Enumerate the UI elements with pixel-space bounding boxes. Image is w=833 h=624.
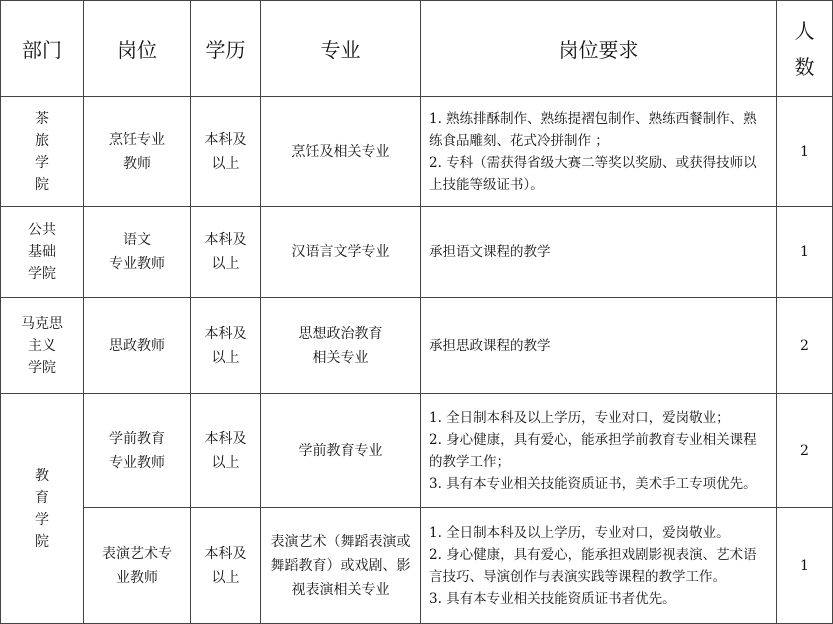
- major-cell: 烹饪及相关专业: [261, 97, 421, 207]
- position-cell: 烹饪专业 教师: [84, 97, 191, 207]
- dept-cell: 公共 基础 学院: [1, 207, 84, 298]
- header-major: 专业: [261, 1, 421, 97]
- education-cell: 本科及 以上: [191, 508, 261, 624]
- education-cell: 本科及 以上: [191, 207, 261, 298]
- header-dept: 部门: [1, 1, 84, 97]
- header-count-line1: 人: [794, 18, 815, 43]
- header-requirements: 岗位要求: [421, 1, 777, 97]
- count-cell: 1: [777, 508, 833, 624]
- dept-cell: 教 育 学 院: [1, 394, 84, 624]
- position-cell: 学前教育 专业教师: [84, 394, 191, 508]
- major-cell: 学前教育专业: [261, 394, 421, 508]
- header-row: [1, 1, 833, 97]
- header-count-line2: 数: [794, 54, 815, 79]
- requirements-cell: 承担思政课程的教学: [421, 298, 777, 394]
- count-cell: 1: [777, 97, 833, 207]
- dept-cell: 茶 旅 学 院: [1, 97, 84, 207]
- requirements-cell: 承担语文课程的教学: [421, 207, 777, 298]
- major-cell: 表演艺术（舞蹈表演或舞蹈教育）或戏剧、影视表演相关专业: [261, 508, 421, 624]
- count-cell: 2: [777, 298, 833, 394]
- table-row: [1, 394, 833, 508]
- education-cell: 本科及 以上: [191, 97, 261, 207]
- table-row: [1, 298, 833, 394]
- requirements-cell: 1. 全日制本科及以上学历，专业对口，爱岗敬业； 2. 身心健康，具有爱心，能承担学前教育专业相关课程的教学工作； 3. 具有本专业相关技能资质证书，美术手工专项优先。: [421, 394, 777, 508]
- requirements-cell: 1. 熟练排酥制作、熟练提褶包制作、熟练西餐制作、熟练食品雕刻、花式冷拼制作 ； 2. 专科（需获得省级大赛二等奖以奖励、或获得技师以上技能等级证书）。: [421, 97, 777, 207]
- table-row: [1, 207, 833, 298]
- position-cell: 语文 专业教师: [84, 207, 191, 298]
- count-cell: 1: [777, 207, 833, 298]
- count-cell: 2: [777, 394, 833, 508]
- major-cell: 思想政治教育 相关专业: [261, 298, 421, 394]
- table-row: [1, 97, 833, 207]
- table-row: [1, 508, 833, 624]
- header-position: 岗位: [84, 1, 191, 97]
- header-education: 学历: [191, 1, 261, 97]
- education-cell: 本科及 以上: [191, 298, 261, 394]
- position-cell: 思政教师: [84, 298, 191, 394]
- position-cell: 表演艺术专 业教师: [84, 508, 191, 624]
- education-cell: 本科及 以上: [191, 394, 261, 508]
- requirements-cell: 1. 全日制本科及以上学历，专业对口，爱岗敬业。 2. 身心健康，具有爱心，能承担戏剧影视表演、艺术语言技巧、导演创作与表演实践等课程的教学工作。 3. 具有本专业相关技能资质证书者优先。: [421, 508, 777, 624]
- major-cell: 汉语言文学专业: [261, 207, 421, 298]
- dept-cell: 马克思 主义 学院: [1, 298, 84, 394]
- header-count: [777, 1, 833, 97]
